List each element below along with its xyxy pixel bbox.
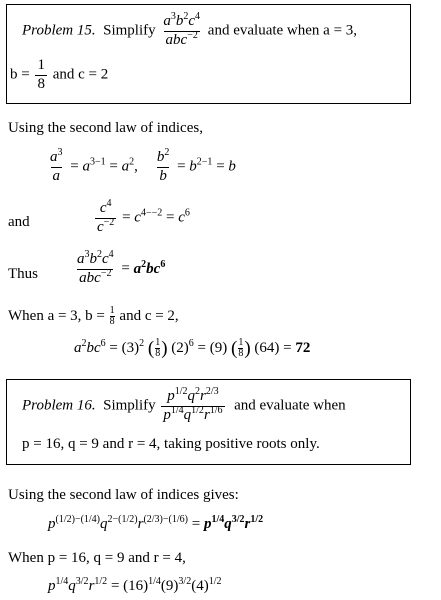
solution-15-step2: $\frac{c^4}{c^{-2}}$ = $c^{4--2} = c^6$ (97, 198, 190, 235)
problem-15-line1 (22, 11, 358, 49)
problem-15-b-label: b = (10, 66, 30, 83)
problem-15-c-value: and c = 2 (52, 66, 109, 83)
problem-15-a-value: a = 3, (323, 22, 358, 39)
solution-15-result: 72 (295, 340, 311, 356)
solution-16-intro: Using the second law of indices gives: (8, 487, 239, 503)
problem-15-expression: $\frac{a^3b^2c^4}{abc^{-2}}$ (163, 11, 201, 48)
problem-16-instruction: Simplify (103, 397, 156, 414)
solution-15-step1: $\frac{a^3}{a}$ = $a^{3-1} = a^2$, $\frac{b^2}{b}$ = $b^{2-1} = b$ (50, 147, 236, 184)
solution-16-when-line: When p = 16, q = 9 and r = 4, (8, 550, 186, 566)
solution-16-substitution: $p^{1/4}q^{3/2}r^{1/2} = (16)^{1/4}(9)^{3/2}(4)^{1/2}$ (48, 576, 222, 594)
solution-15-intro: Using the second law of indices, (8, 120, 203, 136)
solution-15-evaluation: $a^2bc^6 = (3)^2$ ( $\frac{1}{8}$ ) $(2)^6 = (9)$ ( $\frac{1}{8}$ ) (64) = 72 (74, 337, 311, 360)
problem-15-line2 (10, 58, 108, 93)
problem-16-expression: $\frac{p^{1/2}q^2r^{2/3}}{p^{1/4}q^{1/2}r^{1/6}}$ (163, 386, 223, 423)
problem-15-instruction: Simplify (103, 22, 156, 39)
solution-15-and-label: and (8, 214, 30, 230)
problem-16-line1 (22, 386, 346, 424)
solution-15-when-tail: and c = 2, (119, 307, 179, 324)
problem-15-b-value: $\frac{1}{8}$ (37, 57, 45, 92)
problem-16-line2: p = 16, q = 9 and r = 4, taking positive roots only. (22, 436, 320, 452)
problem-15-label: Problem 15. (22, 22, 96, 39)
problem-16-tail: and evaluate when (234, 397, 346, 414)
solution-15-when-text: When a = 3, b = (8, 307, 105, 324)
solution-15-step3: $\frac{a^3b^2c^4}{abc^{-2}}$ = $a^2bc^6$ (77, 249, 166, 286)
solution-16-step1: $p^{(1/2)-(1/4)}q^{2-(1/2)}r^{(2/3)-(1/6)} = p^{1/4}q^{3/2}r^{1/2}$ (48, 514, 264, 532)
problem-16-label: Problem 16. (22, 397, 96, 414)
problem-15-tail: and evaluate when (207, 22, 320, 39)
solution-15-thus-label: Thus (8, 266, 38, 282)
solution-15-when-line: When a = 3, b = $\frac{1}{8}$ and c = 2, (8, 305, 179, 327)
